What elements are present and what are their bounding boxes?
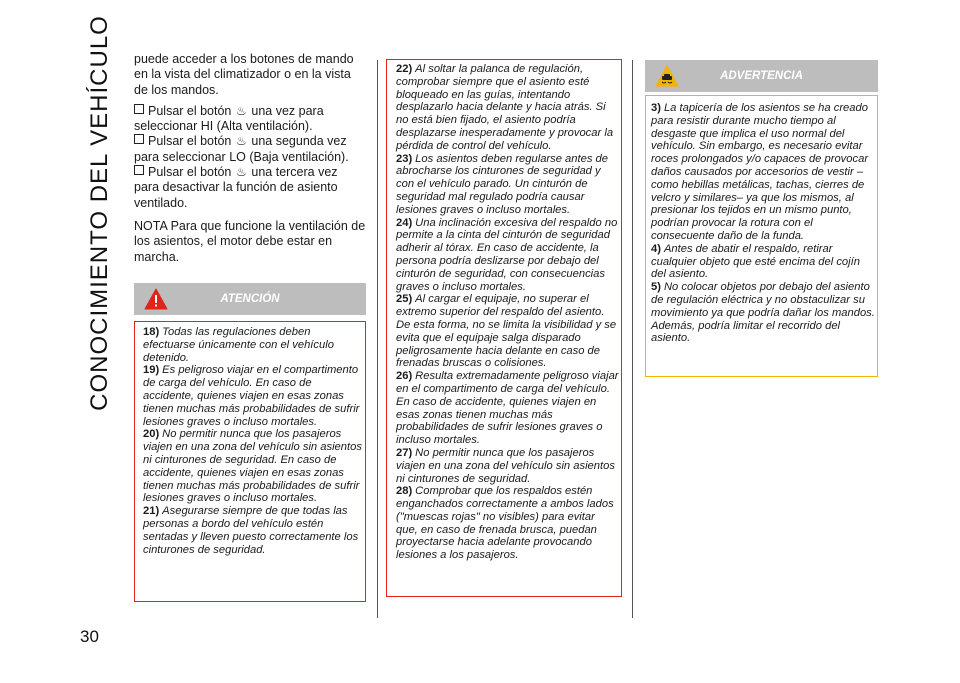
continued-attention-text [396, 63, 619, 562]
warning-title: ADVERTENCIA [720, 70, 803, 82]
column-divider [377, 60, 378, 618]
list-item: 21) Asegurarse siempre de que todas las personas a bordo del vehículo estén sentadas y lleven puesto correctamente los cinturones de seguridad. [143, 505, 359, 556]
car-skid-icon [655, 64, 679, 88]
bullet-item: Pulsar el botón ♨ una segunda vez para seleccionar LO (Baja ventilación). [134, 134, 349, 164]
list-item: 3) La tapicería de los asientos se ha creado para resistir durante mucho tiempo al desgaste que implica el uso normal del vehículo. Sin embargo, es necesario evitar roces prolongados y/o capaces de provocar daños causados por accesorios de vestir –como hebillas metálicas, tachas, cierres de velcro y similares– ya que los mismos, al presionar los tejidos en un mismo punto, podrían provocar la rotura con el consecuente daño de la funda. [651, 102, 869, 242]
bullet-item: Pulsar el botón ♨ una tercera vez para desactivar la función de asiento ventilado. [134, 165, 338, 210]
warning-banner [645, 60, 878, 92]
list-item: 25) Al cargar el equipaje, no superar el extremo superior del respaldo del asiento. De esta forma, no se limita la visibilidad y se evita que el equipaje salga disparado peligrosamente hacia delante en caso de frenadas bruscas o colisiones. [396, 293, 617, 370]
attention-text [143, 326, 363, 556]
attention-title: ATENCIÓN [220, 293, 280, 305]
list-item: 22) Al soltar la palanca de regulación, comprobar siempre que el asiento esté bloqueado en las guías, intentando desplazarlo hacia delante y hacia atrás. Si no está bien fijado, el asiento podría desplazarse inesperadamente y provocar la pérdida de control del vehículo. [396, 63, 614, 152]
warning-triangle-icon [144, 287, 168, 311]
attention-banner [134, 283, 366, 315]
section-title: CONOCIMIENTO DEL VEHÍCULO [86, 15, 114, 411]
column-divider [632, 60, 633, 618]
list-item: 19) Es peligroso viajar en el compartimento de carga del vehículo. En caso de accidente, quienes viajen en esas zonas tienen muchas más probabilidades de sufrir lesiones graves o incluso mortales. [143, 364, 360, 428]
checkbox-square-icon [134, 165, 144, 175]
list-item: 5) No colocar objetos por debajo del asiento de regulación eléctrica y no obstaculizar su movimiento ya que podría dañar los mandos. Además, podría limitar el recorrido del asiento. [651, 281, 875, 345]
list-item: 27) No permitir nunca que los pasajeros viajen en una zona del vehículo sin asientos ni cinturones de seguridad. [396, 446, 615, 485]
list-item: 23) Los asientos deben regularse antes de abrocharse los cinturones de seguridad y con el vehículo parado. Un cinturón de seguridad mal regulado podría causar lesiones graves o incluso mortales. [396, 152, 608, 216]
checkbox-square-icon [134, 134, 144, 144]
list-item: 18) Todas las regulaciones deben efectuarse únicamente con el vehículo detenido. [143, 326, 334, 364]
seat-fan-icon: ♨ [236, 103, 247, 118]
list-item: 26) Resulta extremadamente peligroso viajar en el compartimento de carga del vehículo. En caso de accidente, quienes viajen en esas zonas tienen muchas más probabilidades de sufrir lesiones graves o incluso mortales. [396, 370, 619, 447]
seat-fan-icon: ♨ [236, 134, 247, 149]
body-column-1 [134, 52, 366, 271]
intro-paragraph: puede acceder a los botones de mando en la vista del climatizador o en la vista de los mandos. [134, 52, 354, 97]
list-item: 20) No permitir nunca que los pasajeros viajen en una zona del vehículo sin asientos ni cinturones de seguridad. En caso de accidente, quienes viajen en esas zonas tienen muchas más probabilidades de sufrir lesiones graves o incluso mortales. [143, 428, 362, 505]
seat-fan-icon: ♨ [236, 165, 247, 180]
warning-text [651, 102, 876, 345]
list-item: 24) Una inclinación excesiva del respaldo no permite a la cinta del cinturón de seguridad adherir al tórax. En caso de accidente, la persona podría deslizarse por debajo del cinturón de seguridad, con consecuencias graves o incluso mortales. [396, 216, 618, 293]
note-paragraph: NOTA Para que funcione la ventilación de los asientos, el motor debe estar en marcha. [134, 218, 366, 264]
list-item: 4) Antes de abatir el respaldo, retirar cualquier objeto que esté encima del cojín del asiento. [651, 242, 860, 281]
list-item: 28) Comprobar que los respaldos estén enganchados correctamente a ambos lados ("muescas rojas" no visibles) para evitar que, en caso de frenada brusca, puedan proyectarse hacia adelante provocando lesiones a los pasajeros. [396, 485, 614, 562]
bullet-item: Pulsar el botón ♨ una vez para seleccionar HI (Alta ventilación). [134, 103, 324, 134]
checkbox-square-icon [134, 104, 144, 114]
page-number: 30 [80, 627, 99, 646]
